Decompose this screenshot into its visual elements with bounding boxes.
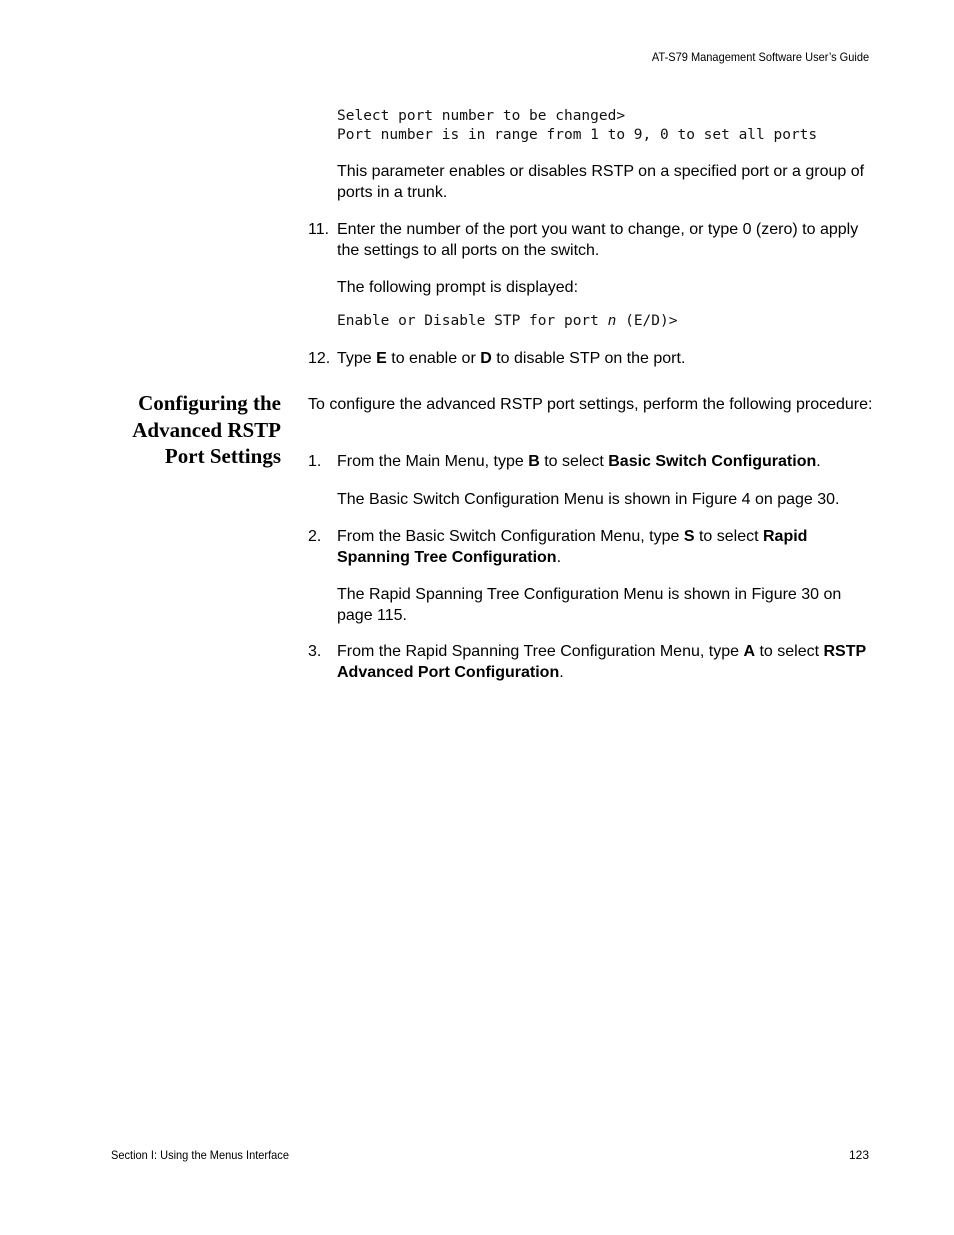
text: to select [694,528,763,545]
step-3 [308,641,873,683]
step-text [337,348,873,369]
text: to disable STP on the port. [491,350,686,367]
step-2 [308,526,873,568]
code-text: (E/D)> [616,313,678,329]
code-text: Enable or Disable STP for port [337,313,608,329]
step-2-note [308,584,873,626]
paragraph-text: The following prompt is displayed: [337,279,579,296]
running-header: AT-S79 Management Software User’s Guide [651,50,869,64]
paragraph-text: To configure the advanced RSTP port settings, perform the following procedure: [308,396,873,413]
code-line: Select port number to be changed> [337,108,626,124]
heading-line: Port Settings [164,444,281,468]
text: . [559,664,564,681]
key: S [683,528,695,545]
text: to enable or [386,350,481,367]
code-variable: n [607,313,617,329]
menu-name: Rapid Spanning Tree Configuration [337,528,808,566]
code-block-enable-stp [308,312,873,331]
step-text [337,526,873,568]
paragraph-text: The Rapid Spanning Tree Configuration Menu is shown in Figure 30 on page 115. [337,586,842,624]
step-12 [308,348,873,369]
paragraph-rstp-description [308,161,873,203]
key: B [528,453,540,470]
text: to select [755,643,824,660]
step-number: 11. [308,221,330,238]
page-number: 123 [848,1148,869,1162]
text: From the Main Menu, type [337,453,529,470]
step-text [337,641,873,683]
footer-section: Section I: Using the Menus Interface [111,1148,289,1162]
step-text: Enter the number of the port you want to change, or type 0 (zero) to apply the settings to all ports on the switch. [337,221,859,259]
code-block-port-select [308,107,873,145]
step-number: 12. [308,350,331,367]
key: A [743,643,756,660]
text: to select [539,453,609,470]
step-1 [308,451,873,472]
key: D [480,350,492,367]
step-number: 3. [308,643,322,660]
text: . [556,549,562,566]
text: Type [337,350,377,367]
step-number: 1. [308,453,322,470]
section-intro [308,394,873,415]
paragraph-text: The Basic Switch Configuration Menu is shown in Figure 4 on page 30. [337,491,840,508]
code-line: Port number is in range from 1 to 9, 0 to set all ports [337,127,818,143]
menu-name: Basic Switch Configuration [608,453,817,470]
section-heading [95,390,281,470]
paragraph-prompt-intro [308,277,873,298]
menu-name: RSTP Advanced Port Configuration [337,643,866,681]
key: E [376,350,387,367]
heading-line: Advanced RSTP [132,417,281,442]
heading-line: Configuring the [138,391,281,415]
code-line [337,312,873,331]
step-1-note [308,489,873,510]
paragraph-text: This parameter enables or disables RSTP on a specified port or a group of ports in a trunk. [337,163,865,201]
step-11 [308,219,873,261]
text: . [816,453,821,470]
text: From the Basic Switch Configuration Menu, type [337,528,684,545]
step-text [337,451,873,472]
step-number: 2. [308,528,322,545]
text: From the Rapid Spanning Tree Configuration Menu, type [337,643,744,660]
